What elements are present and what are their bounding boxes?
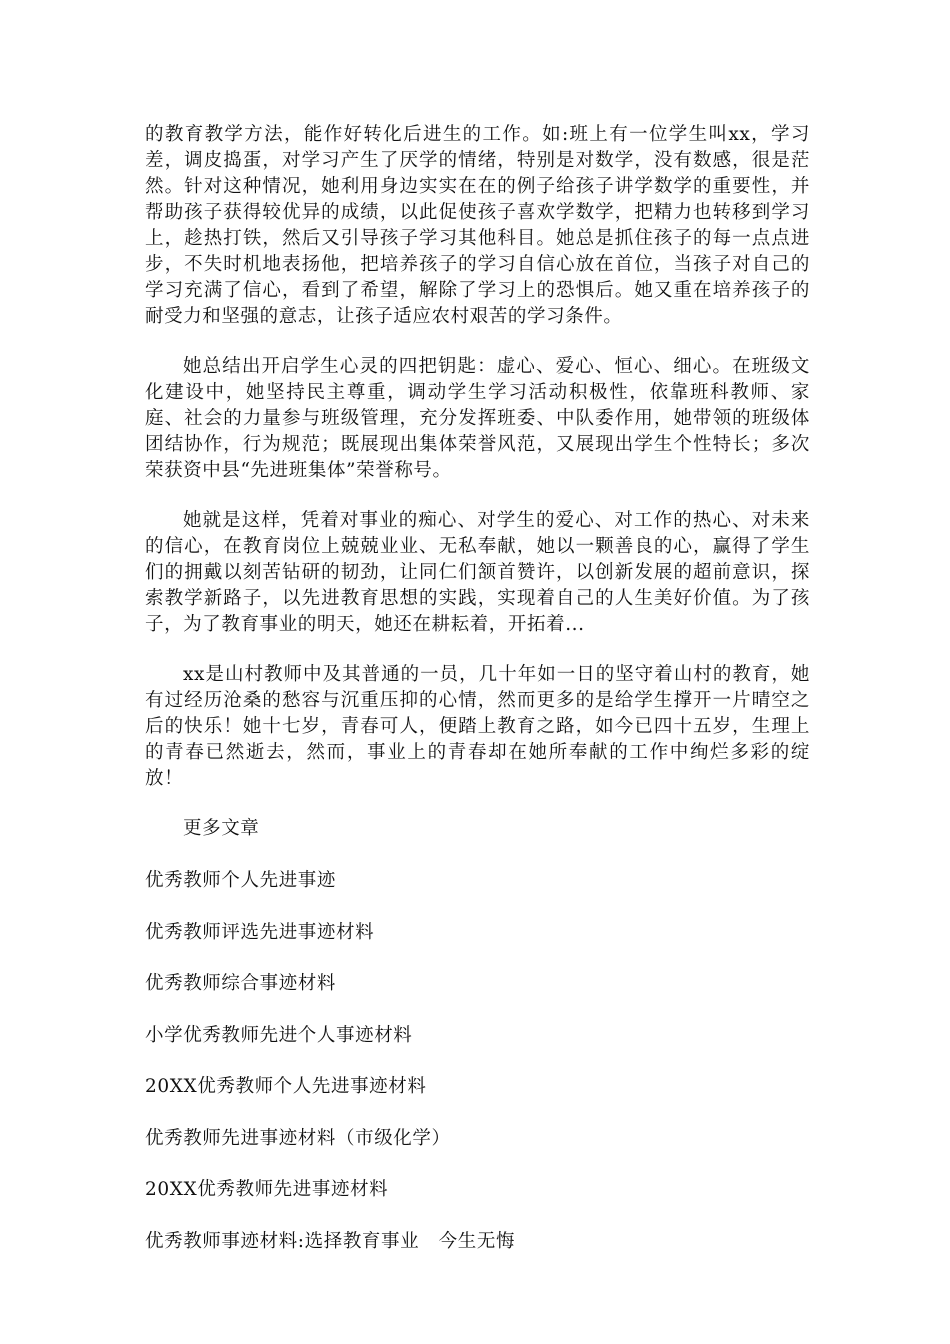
more-articles-heading: 更多文章 — [183, 818, 260, 839]
more-article-link[interactable]: 优秀教师先进事迹材料（市级化学） — [145, 1127, 451, 1149]
more-article-link[interactable]: 小学优秀教师先进个人事迹材料 — [145, 1024, 413, 1046]
more-articles-list — [145, 868, 810, 1255]
article-paragraph-2: 她总结出开启学生心灵的四把钥匙：虚心、爱心、恒心、细心。在班级文化建设中，她坚持民主尊重，调动学生学习活动积极性，依靠班科教师、家庭、社会的力量参与班级管理，充分发挥班委、中队委作用，她带领的班级体团结协作，行为规范；既展现出集体荣誉风范，又展现出学生个性特长；多次荣获资中县“先进班集体”荣誉称号。 — [145, 356, 810, 481]
article-paragraph-1: 的教育教学方法，能作好转化后进生的工作。如:班上有一位学生叫xx，学习差，调皮捣蛋，对学习产生了厌学的情绪，特别是对数学，没有数感，很是茫然。针对这种情况，她利用身边实实在在的例子给孩子讲学数学的重要性，并帮助孩子获得较优异的成绩，以此促使孩子喜欢学数学，把精力也转移到学习上，趁热打铁，然后又引导孩子学习其他科目。她总是抓住孩子的每一点点进步，不失时机地表扬他，把培养孩子的学习自信心放在首位，当孩子对自己的学习充满了信心，看到了希望，解除了学习上的恐惧后。她又重在培养孩子的耐受力和坚强的意志，让孩子适应农村艰苦的学习条件。 — [145, 124, 810, 327]
article-paragraph-4: xx是山村教师中及其普通的一员，几十年如一日的坚守着山村的教育，她有过经历沧桑的愁容与沉重压抑的心情，然而更多的是给学生撑开一片晴空之后的快乐！她十七岁，青春可人，便踏上教育之路，如今已四十五岁，生理上的青春已然逝去，然而，事业上的青春却在她所奉献的工作中绚烂多彩的绽放！ — [145, 664, 810, 789]
more-article-link[interactable]: 优秀教师综合事迹材料 — [145, 973, 337, 994]
more-article-link[interactable]: 20XX优秀教师个人先进事迹材料 — [145, 1076, 427, 1097]
more-article-link[interactable]: 优秀教师评选先进事迹材料 — [145, 921, 375, 943]
article-body — [145, 122, 810, 1280]
more-article-link[interactable]: 20XX优秀教师先进事迹材料 — [145, 1179, 389, 1200]
article-paragraph-3: 她就是这样，凭着对事业的痴心、对学生的爱心、对工作的热心、对未来的信心，在教育岗位上兢兢业业、无私奉献，她以一颗善良的心，赢得了学生们的拥戴以刻苦钻研的韧劲，让同仁们颔首赞许，以创新发展的超前意识，探索教学新路子，以先进教育思想的实践，实现着自己的人生美好价值。为了孩子，为了教育事业的明天，她还在耕耘着，开拓着... — [145, 510, 810, 635]
more-article-link[interactable]: 优秀教师个人先进事迹 — [145, 870, 337, 891]
more-article-link[interactable]: 优秀教师事迹材料:选择教育事业 今生无悔 — [145, 1230, 516, 1252]
